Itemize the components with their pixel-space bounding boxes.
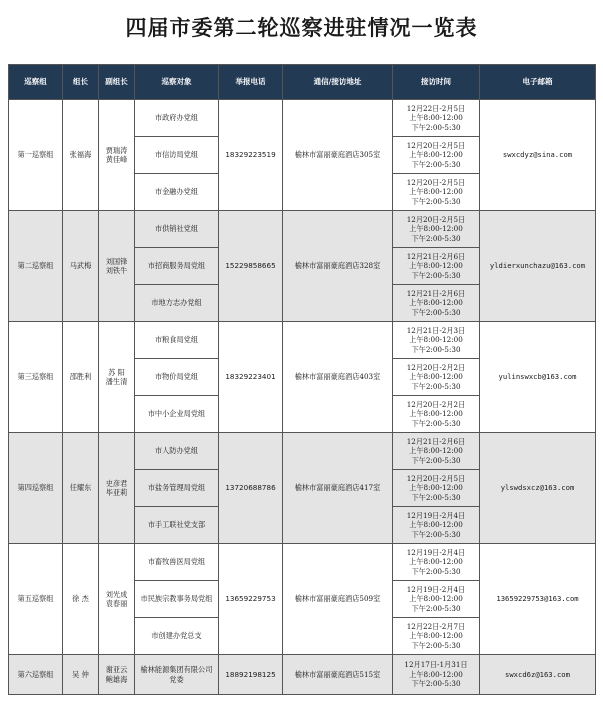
table-row xyxy=(9,100,596,137)
inspection-target: 市盐务管理局党组 xyxy=(135,470,219,507)
header-email: 电子邮箱 xyxy=(480,65,596,100)
group-leader: 张福海 xyxy=(63,100,99,211)
time-line: 下午2:00-5:30 xyxy=(411,344,461,354)
reception-time xyxy=(393,618,480,655)
time-line: 12月20日-2月5日 xyxy=(406,177,466,187)
inspection-target: 市信访局党组 xyxy=(135,137,219,174)
deputy-name: 刘国锋 xyxy=(105,256,128,266)
reception-time xyxy=(393,507,480,544)
group-deputies xyxy=(99,655,135,695)
time-line: 下午2:00-5:30 xyxy=(411,159,461,169)
inspection-target: 市中小企业局党组 xyxy=(135,396,219,433)
contact-address: 榆林市富丽豪庭酒店305室 xyxy=(283,100,393,211)
table-row xyxy=(9,544,596,581)
deputy-name: 毕亚莉 xyxy=(105,488,128,497)
header-leader: 组长 xyxy=(63,65,99,100)
time-line: 12月20日-2月5日 xyxy=(406,140,466,150)
inspection-target: 市粮食局党组 xyxy=(135,322,219,359)
time-line: 下午2:00-5:30 xyxy=(411,640,461,650)
time-line: 上午8:00-12:00 xyxy=(409,261,463,271)
deputy-name: 刘光成 xyxy=(105,589,128,599)
time-line: 下午2:00-5:30 xyxy=(411,381,461,391)
time-line: 12月21日-2月6日 xyxy=(406,288,466,298)
group-name: 第五巡察组 xyxy=(9,544,63,655)
time-line: 上午8:00-12:00 xyxy=(409,113,463,123)
reception-time xyxy=(393,433,480,470)
reception-time xyxy=(393,248,480,285)
reception-time xyxy=(393,174,480,211)
time-line: 12月20日-2月2日 xyxy=(406,399,466,409)
inspection-target: 榆林能源集团有限公司党委 xyxy=(135,655,219,695)
deputy-name: 刘铁牛 xyxy=(105,266,128,275)
time-line: 下午2:00-5:30 xyxy=(411,492,461,502)
table-row xyxy=(9,322,596,359)
time-line: 12月21日-2月3日 xyxy=(406,325,466,335)
table-row xyxy=(9,655,596,695)
contact-address: 榆林市富丽豪庭酒店515室 xyxy=(283,655,393,695)
deputy-name: 史彦君 xyxy=(105,478,128,488)
header-group: 巡察组 xyxy=(9,65,63,100)
time-line: 12月19日-2月4日 xyxy=(406,584,466,594)
reception-time xyxy=(393,359,480,396)
header-deputy: 副组长 xyxy=(99,65,135,100)
time-line: 上午8:00-12:00 xyxy=(409,631,463,641)
time-line: 上午8:00-12:00 xyxy=(409,409,463,419)
time-line: 下午2:00-5:30 xyxy=(411,566,461,576)
time-line: 上午8:00-12:00 xyxy=(409,298,463,308)
time-line: 上午8:00-12:00 xyxy=(409,187,463,197)
time-line: 上午8:00-12:00 xyxy=(409,520,463,530)
time-line: 12月19日-2月4日 xyxy=(406,547,466,557)
deputy-name: 苏 阳 xyxy=(108,367,125,377)
time-line: 下午2:00-5:30 xyxy=(411,270,461,280)
time-line: 12月22日-2月5日 xyxy=(406,103,466,113)
group-name: 第四巡察组 xyxy=(9,433,63,544)
contact-address: 榆林市富丽豪庭酒店417室 xyxy=(283,433,393,544)
table-header-row xyxy=(9,65,596,100)
time-line: 上午8:00-12:00 xyxy=(409,446,463,456)
inspection-target: 市政府办党组 xyxy=(135,100,219,137)
time-line: 上午8:00-12:00 xyxy=(409,372,463,382)
time-line: 下午2:00-5:30 xyxy=(411,529,461,539)
reception-time xyxy=(393,285,480,322)
contact-email[interactable]: ylswdsxcz@163.com xyxy=(480,433,596,544)
time-line: 12月22日-2月7日 xyxy=(406,621,466,631)
inspection-target: 市供销社党组 xyxy=(135,211,219,248)
contact-email[interactable]: swxcdyz@sina.com xyxy=(480,100,596,211)
time-line: 上午8:00-12:00 xyxy=(409,594,463,604)
time-line: 上午8:00-12:00 xyxy=(409,669,463,679)
inspection-target: 市民族宗教事务局党组 xyxy=(135,581,219,618)
group-name: 第一巡察组 xyxy=(9,100,63,211)
reception-time xyxy=(393,396,480,433)
inspection-target: 市地方志办党组 xyxy=(135,285,219,322)
time-line: 下午2:00-5:30 xyxy=(411,455,461,465)
inspection-target: 市手工联社党支部 xyxy=(135,507,219,544)
contact-email[interactable]: 13659229753@163.com xyxy=(480,544,596,655)
report-phone: 18329223401 xyxy=(219,322,283,433)
header-address: 通信/接访地址 xyxy=(283,65,393,100)
inspection-target: 市畜牧兽医局党组 xyxy=(135,544,219,581)
deputy-name: 鲍雄海 xyxy=(105,674,128,684)
reception-time xyxy=(393,322,480,359)
inspection-target: 市物价局党组 xyxy=(135,359,219,396)
time-line: 下午2:00-5:30 xyxy=(411,233,461,243)
reception-time xyxy=(393,544,480,581)
table-row xyxy=(9,433,596,470)
deputy-name: 贾瑞涛 xyxy=(105,145,128,155)
inspection-target: 市人防办党组 xyxy=(135,433,219,470)
time-line: 下午2:00-5:30 xyxy=(411,307,461,317)
contact-address: 榆林市富丽豪庭酒店403室 xyxy=(283,322,393,433)
inspection-target: 市创建办党总支 xyxy=(135,618,219,655)
header-phone: 举报电话 xyxy=(219,65,283,100)
reception-time xyxy=(393,581,480,618)
inspection-table xyxy=(8,64,596,695)
time-line: 12月21日-2月6日 xyxy=(406,251,466,261)
group-leader: 马武梅 xyxy=(63,211,99,322)
group-deputies xyxy=(99,100,135,211)
contact-email[interactable]: yulinswxcb@163.com xyxy=(480,322,596,433)
time-line: 12月21日-2月6日 xyxy=(406,436,466,446)
time-line: 上午8:00-12:00 xyxy=(409,224,463,234)
time-line: 12月17日-1月31日 xyxy=(404,660,468,670)
contact-address: 榆林市富丽豪庭酒店328室 xyxy=(283,211,393,322)
page-title: 四届市委第二轮巡察进驻情况一览表 xyxy=(125,15,478,40)
time-line: 12月20日-2月2日 xyxy=(406,362,466,372)
contact-address: 榆林市富丽豪庭酒店509室 xyxy=(283,544,393,655)
reception-time xyxy=(393,470,480,507)
group-deputies xyxy=(99,544,135,655)
group-leader: 邵胜利 xyxy=(63,322,99,433)
group-leader: 徐 杰 xyxy=(63,544,99,655)
reception-time xyxy=(393,137,480,174)
time-line: 上午8:00-12:00 xyxy=(409,150,463,160)
table-row xyxy=(9,211,596,248)
time-line: 12月19日-2月4日 xyxy=(406,510,466,520)
time-line: 下午2:00-5:30 xyxy=(411,196,461,206)
deputy-name: 谢亚云 xyxy=(105,665,128,674)
contact-email[interactable]: yldierxunchazu@163.com xyxy=(480,211,596,322)
group-name: 第二巡察组 xyxy=(9,211,63,322)
group-name: 第三巡察组 xyxy=(9,322,63,433)
time-line: 上午8:00-12:00 xyxy=(409,557,463,567)
time-line: 下午2:00-5:30 xyxy=(411,122,461,132)
group-leader: 任耀东 xyxy=(63,433,99,544)
reception-time xyxy=(393,211,480,248)
inspection-target: 市金融办党组 xyxy=(135,174,219,211)
header-target: 巡察对象 xyxy=(135,65,219,100)
time-line: 下午2:00-5:30 xyxy=(411,418,461,428)
time-line: 下午2:00-5:30 xyxy=(411,679,461,689)
group-deputies xyxy=(99,211,135,322)
contact-email[interactable]: swxcd6z@163.com xyxy=(480,655,596,695)
time-line: 12月20日-2月5日 xyxy=(406,214,466,224)
group-deputies xyxy=(99,322,135,433)
report-phone: 15229858665 xyxy=(219,211,283,322)
report-phone: 18329223519 xyxy=(219,100,283,211)
time-line: 下午2:00-5:30 xyxy=(411,603,461,613)
deputy-name: 潘生清 xyxy=(105,377,128,386)
inspection-target: 市招商服务局党组 xyxy=(135,248,219,285)
time-line: 上午8:00-12:00 xyxy=(409,483,463,493)
group-name: 第六巡察组 xyxy=(9,655,63,695)
group-leader: 吴 仲 xyxy=(63,655,99,695)
report-phone: 18892198125 xyxy=(219,655,283,695)
header-time: 接访时间 xyxy=(393,65,480,100)
reception-time xyxy=(393,655,480,695)
group-deputies xyxy=(99,433,135,544)
report-phone: 13720688786 xyxy=(219,433,283,544)
time-line: 上午8:00-12:00 xyxy=(409,335,463,345)
time-line: 12月20日-2月5日 xyxy=(406,473,466,483)
deputy-name: 袁春丽 xyxy=(105,599,128,608)
reception-time xyxy=(393,100,480,137)
report-phone: 13659229753 xyxy=(219,544,283,655)
deputy-name: 黄佳峰 xyxy=(105,155,128,164)
